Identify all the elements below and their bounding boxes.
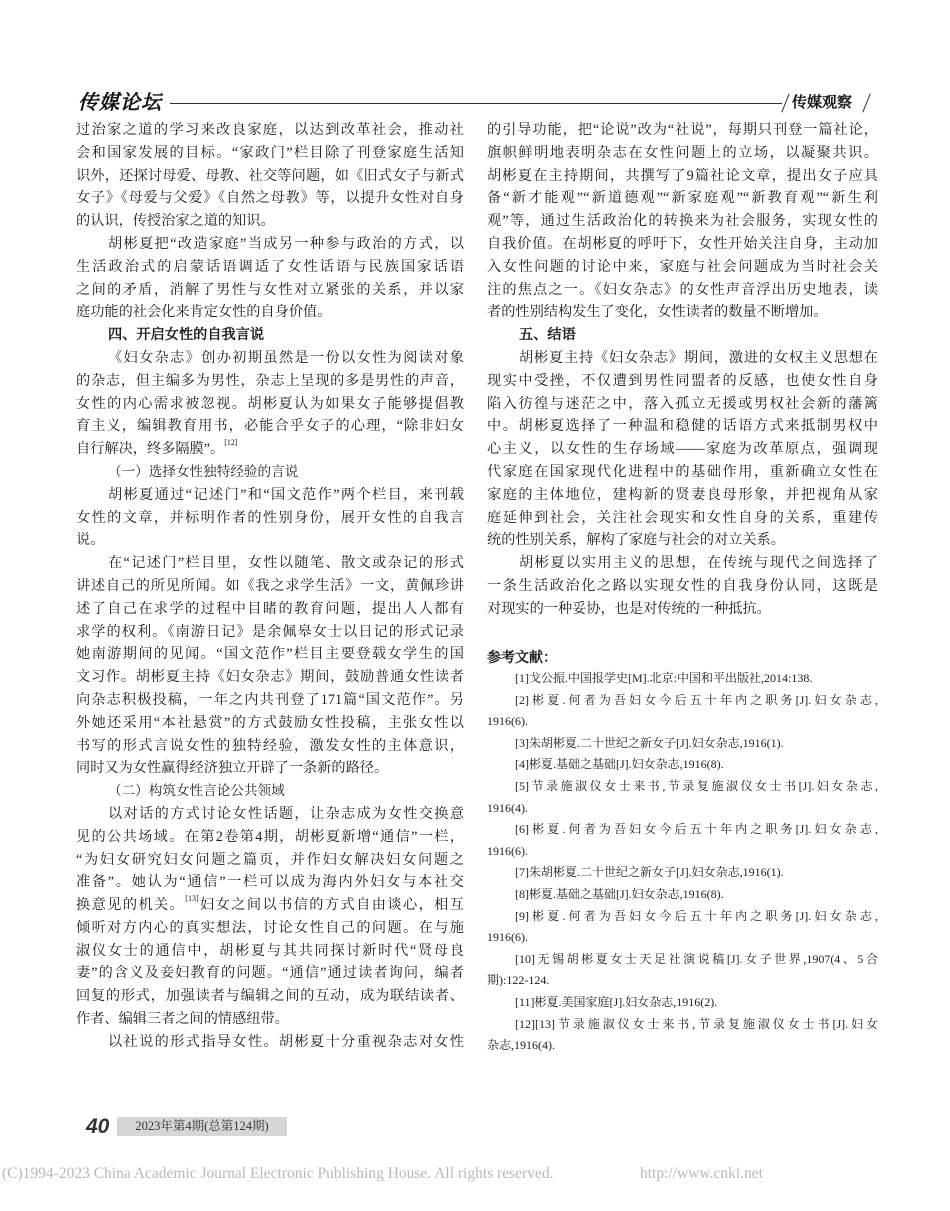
- paragraph-line: 同时又为女性赢得经济独立开辟了一条新的路径。: [76, 760, 389, 777]
- paragraph-line: 以对话的方式讨论女性话题，让杂志成为女性交换意: [108, 805, 464, 822]
- reference-line: 杂志,1916(4).: [487, 1038, 555, 1053]
- paragraph-line: 备“新才能观”“新道德观”“新家庭观”“新教育观”“新生利: [487, 190, 878, 207]
- paragraph-line: 统的性别关系，解构了家庭与社会的对立关系。: [487, 532, 785, 549]
- header-rule: [170, 103, 782, 104]
- paragraph-line: 中。胡彬夏选择了一种温和稳健的话语方式来抵制男权中: [487, 418, 878, 435]
- paragraph-line: 女子》《母爱与父爱》《自然之母教》等，以提升女性对自身: [76, 190, 464, 207]
- paragraph-line: [76, 438, 464, 461]
- paragraph-line: 她南游期间的见闻。“国文范作”栏目主要登载女学生的国: [76, 646, 464, 663]
- paragraph-line: 入女性问题的讨论中来，家庭与社会问题成为当时社会关: [487, 258, 878, 275]
- paragraph-line: 述了自己在求学的过程中目睹的教育问题，提出人人都有: [76, 600, 464, 617]
- paragraph-line: 《妇女杂志》创办初期虽然是一份以女性为阅读对象: [108, 349, 464, 366]
- reference-line: 期):122-124.: [487, 973, 550, 988]
- paragraph-line: 生活政治式的启蒙话语调适了女性话语与民族国家话语: [76, 258, 464, 275]
- paragraph-line: 观”等，通过生活政治化的转换来为社会服务，实现女性的: [487, 213, 878, 230]
- reference-line: 1916(4).: [487, 800, 528, 815]
- paragraph-line: 胡彬夏主持《妇女杂志》期间，激进的女权主义思想在: [519, 349, 878, 366]
- paragraph-line: 说。: [76, 532, 105, 549]
- paragraph-line: 书写的形式言说女性的独特经验，激发女性的主体意识，: [76, 737, 464, 754]
- paragraph-line: 胡彬夏在主持期间，共撰写了9篇社论文章，提出女子应具: [487, 167, 878, 184]
- section-name: 传媒观察: [792, 94, 853, 111]
- reference-line: 1916(6).: [487, 843, 528, 858]
- paragraph-line: 妻”的含义及妾妇教育的问题。“通信”通过读者询问，编者: [76, 965, 464, 982]
- paragraph-line: 旗帜鲜明地表明杂志在女性问题上的立场，以凝聚共识。: [487, 144, 878, 161]
- references-section: [487, 646, 878, 1057]
- paragraph-line: “为妇女研究妇女问题之篇页，并作妇女解决妇女问题之: [76, 851, 464, 868]
- reference-line: [12][13]节录施淑仪女士来书,节录复施淑仪女士书[J].妇女: [515, 1016, 878, 1031]
- paragraph-line: 女性的文章，并标明作者的性别身份，展开女性的自我言: [76, 509, 464, 526]
- paragraph-line: 识外，还探讨母爱、母教、社交等问题，如《旧式女子与新式: [76, 167, 464, 184]
- reference-line: [6]彬夏.何者为吾妇女今后五十年内之职务[J].妇女杂志,: [515, 822, 878, 837]
- site-url: http://www.cnki.net: [640, 1165, 763, 1182]
- paragraph-line: 外她还采用“本社悬赏”的方式鼓励女性投稿，主张女性以: [76, 714, 464, 731]
- paragraph-line: 胡彬夏通过“记述门”和“国文范作”两个栏目，来刊载: [108, 486, 464, 503]
- paragraph-line: 胡彬夏以实用主义的思想，在传统与现代之间选择了: [519, 555, 878, 572]
- reference-line: [5]节录施淑仪女士来书,节录复施淑仪女士书[J].妇女杂志,: [515, 778, 878, 793]
- header-slash-left: [781, 94, 789, 113]
- paragraph-line: 一条生活政治化之路以实现女性的自我身份认同，这既是: [487, 577, 878, 594]
- paragraph-line: 作者、编辑三者之间的情感纽带。: [76, 1011, 289, 1028]
- reference-line: [8]彬夏.基础之基础[J].妇女杂志,1916(8).: [515, 886, 724, 901]
- references-list: [487, 668, 878, 1057]
- paragraph-line: 准备”。她认为“通信”一栏可以成为海内外妇女与本社交: [76, 874, 464, 891]
- paragraph-line: 见的公共场域。在第2卷第4期，胡彬夏新增“通信”一栏，: [76, 828, 464, 845]
- paragraph-line: 庭功能的社会化来肯定女性的自身价值。: [76, 304, 332, 321]
- paragraph-line: 者的性别结构发生了变化，女性读者的数量不断增加。: [487, 304, 828, 321]
- subsection-heading: （二）构筑女性言论公共领域: [108, 783, 285, 800]
- copyright-notice: (C)1994-2023 China Academic Journal Electronic Publishing House. All rights reserved.: [2, 1165, 554, 1182]
- text-segment: 自行解决，终多隔膜”。: [76, 441, 225, 458]
- left-column: [76, 119, 464, 1054]
- paragraph-line: 讲述自己的所见所闻。如《我之求学生活》一文，黄佩珍讲: [76, 577, 464, 594]
- paragraph-line: 女性的内心需求被忽视。胡彬夏认为如果女子能够提倡教: [76, 395, 464, 412]
- paragraph-line: 胡彬夏把“改造家庭”当成另一种参与政治的方式，以: [108, 235, 464, 252]
- paragraph-line: 的引导功能，把“论说”改为“社说”，每期只刊登一篇社论，: [487, 122, 878, 138]
- reference-line: [2]彬夏.何者为吾妇女今后五十年内之职务[J].妇女杂志,: [515, 692, 878, 707]
- journal-name: 传媒论坛: [78, 92, 162, 114]
- paragraph-line: 之间的矛盾，消解了男性与女性对立紧张的关系，并以家: [76, 281, 464, 298]
- right-column: [487, 119, 878, 621]
- references-heading: 参考文献：: [487, 649, 557, 665]
- paragraph-line: 育主义，编辑教育用书，必能合乎女子的心理，“除非妇女: [76, 418, 464, 435]
- paragraph-line: 现实中受挫，不仅遭到男性同盟者的反感，也使女性自身: [487, 372, 878, 389]
- reference-line: [4]彬夏.基础之基础[J].妇女杂志,1916(8).: [515, 757, 724, 772]
- paragraph-line: 注的焦点之一。《妇女杂志》的女性声音浮出历史地表，读: [487, 281, 878, 298]
- section-heading: 五、结语: [519, 327, 576, 344]
- section-heading: 四、开启女性的自我言说: [108, 327, 265, 344]
- header-slash-right: [862, 94, 870, 113]
- page-number: 40: [86, 1115, 110, 1138]
- reference-line: [1]戈公振.中国报学史[M].北京:中国和平出版社,2014:138.: [515, 671, 813, 685]
- reference-line: 1916(6).: [487, 930, 528, 945]
- paragraph-line: 家庭的主体地位，建构新的贤妻良母形象，并把视角从家: [487, 486, 878, 503]
- reference-line: [3]朱胡彬夏.二十世纪之新女子[J].妇女杂志,1916(1).: [515, 735, 784, 750]
- paragraph-line: 回复的形式，加强读者与编辑之间的互动，成为联结读者、: [76, 988, 464, 1005]
- paragraph-line: 代家庭在国家现代化进程中的基础作用，重新确立女性在: [487, 463, 878, 480]
- paragraph-line: 庭延伸到社会，关注社会现实和女性自身的关系，重建传: [487, 509, 878, 526]
- paragraph-line: 自我价值。在胡彬夏的呼吁下，女性开始关注自身，主动加: [487, 235, 878, 252]
- paragraph-line: 倾听对方内心的真实想法，讨论女性自己的问题。在与施: [76, 919, 464, 936]
- reference-line: [9]彬夏.何者为吾妇女今后五十年内之职务[J].妇女杂志,: [515, 908, 878, 923]
- paragraph-line: 心主义，以女性的生存场域——家庭为改革原点，强调现: [487, 441, 878, 458]
- paragraph-line: 求学的权利。《南游日记》是余佩皋女士以日记的形式记录: [76, 623, 464, 640]
- paragraph-line: [76, 894, 464, 917]
- paragraph-line: 过治家之道的学习来改良家庭，以达到改革社会，推动社: [76, 122, 464, 138]
- citation-superscript: [12]: [224, 438, 238, 448]
- reference-line: [10]无锡胡彬夏女士天足社演说稿[J].女子世界,1907(4、5合: [515, 951, 878, 966]
- paragraph-line: 会和国家发展的目标。“家政门”栏目除了刊登家庭生活知: [76, 144, 464, 161]
- reference-line: 1916(6).: [487, 714, 528, 729]
- paragraph-line: 淑仪女士的通信中，胡彬夏与其共同探讨新时代“贤母良: [76, 942, 464, 959]
- citation-superscript: [13]: [185, 894, 199, 904]
- paragraph-line: 向杂志积极投稿，一年之内共刊登了171篇“国文范作”。另: [76, 691, 464, 708]
- paragraph-line: 的认识，传授治家之道的知识。: [76, 213, 275, 230]
- paragraph-line: 的杂志，但主编多为男性，杂志上呈现的多是男性的声音，: [76, 372, 464, 389]
- text-segment: 换意见的机关。: [76, 897, 186, 914]
- text-segment: 妇女之间以书信的方式自由谈心，相互: [198, 897, 464, 914]
- subsection-heading: （一）选择女性独特经验的言说: [108, 463, 299, 480]
- issue-label: 2023年第4期(总第124期): [117, 1117, 287, 1136]
- paragraph-line: 陷入彷徨与迷茫之中，落入孤立无援或男权社会新的藩篱: [487, 395, 878, 412]
- paragraph-line: 以社说的形式指导女性。胡彬夏十分重视杂志对女性: [108, 1033, 464, 1050]
- paragraph-line: 在“记述门”栏目里，女性以随笔、散文或杂记的形式: [108, 555, 464, 572]
- paragraph-line: 文习作。胡彬夏主持《妇女杂志》期间，鼓励普通女性读者: [76, 669, 464, 686]
- reference-line: [7]朱胡彬夏.二十世纪之新女子[J].妇女杂志,1916(1).: [515, 865, 784, 880]
- reference-line: [11]彬夏.美国家庭[J].妇女杂志,1916(2).: [515, 994, 718, 1009]
- paragraph-line: 对现实的一种妥协，也是对传统的一种抵抗。: [487, 600, 771, 617]
